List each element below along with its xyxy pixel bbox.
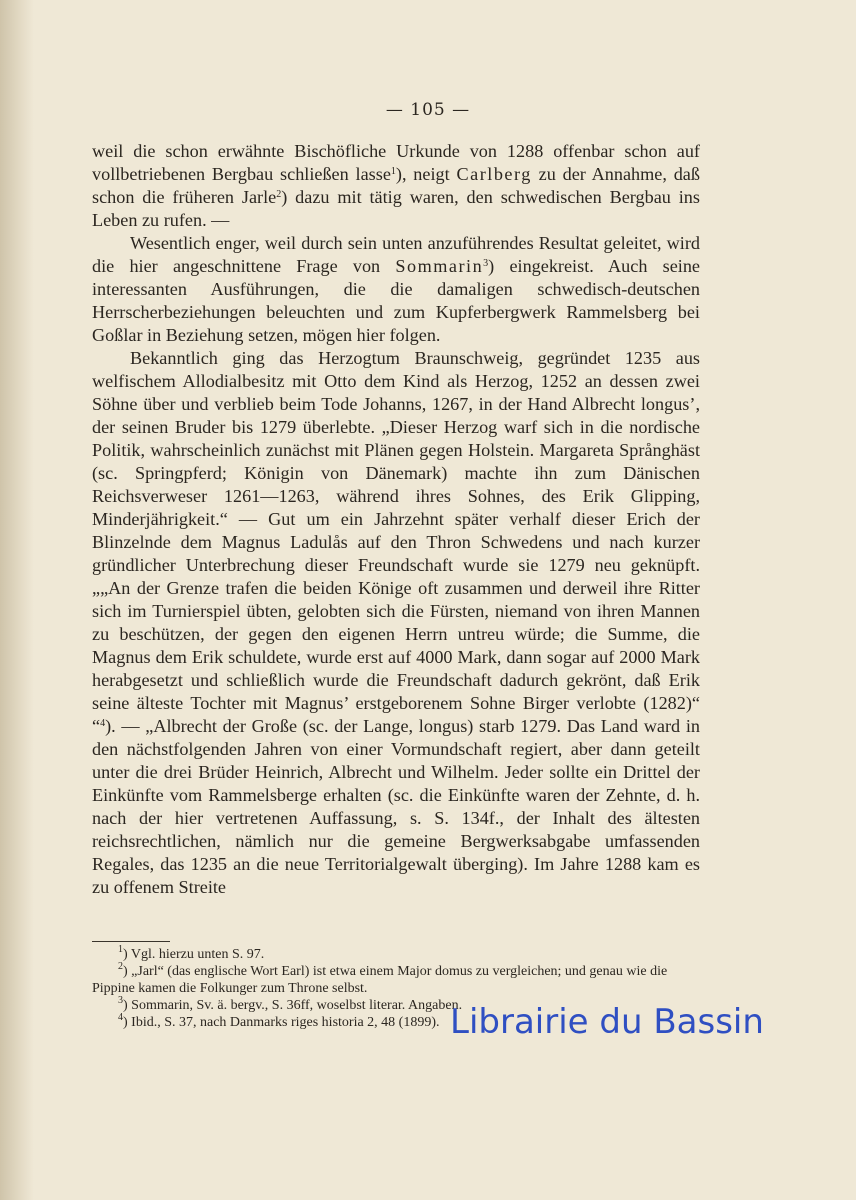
footnote-separator: [92, 941, 170, 942]
footnote-mark: 3: [118, 995, 123, 1006]
spaced-name: Sommarin: [395, 256, 484, 276]
paragraph-1: [92, 140, 700, 232]
footnote-mark: 4: [118, 1012, 123, 1023]
footnote-ref: 3: [483, 258, 489, 269]
footnote-text: ) Vgl. hierzu unten S. 97.: [123, 947, 265, 962]
page-gutter-shadow: [0, 0, 34, 1200]
body-text: [92, 140, 700, 899]
paragraph-2: [92, 232, 700, 347]
footnote-text: ) „Jarl“ (das englische Wort Earl) ist etwa einem Major domus zu vergleichen; und genau wie die Pippine kamen die Folkunger zum Throne selbst.: [92, 964, 668, 996]
text-run: ) eingekreist. Auch seine interessanten Ausführungen, die die damaligen schwedisch-deutschen Herrscherbeziehungen beleuchten und zum Kupferbergwerk Rammelsberg bei Goßlar in Beziehung setzen, mögen hier folgen.: [92, 256, 701, 345]
footnote-ref: 2: [276, 189, 282, 200]
footnote-ref: 4: [100, 718, 106, 729]
text-run: Bekanntlich ging das Herzogtum Braunschweig, gegründet 1235 aus welfischem Allodialbesitz mit Otto dem Kind als Herzog, 1252 an dessen zwei Söhne über und verblieb beim Tode Johanns, 1267, in der Hand Albrecht longus’, der seinen Bruder bis 1279 überlebte. „Dieser Herzog warf sich in die nordische Politik, wahrscheinlich zunächst mit Plänen gegen Holstein. Margareta Språnghäst (sc. Springpferd; Königin von Dänemark) machte ihn zum Dänischen Reichsverweser 1261—1263, während ihres Sohnes, des Erik Glipping, Minderjährigkeit.“ — Gut um ein Jahrzehnt später verhalf dieser Erich der Blinzelnde dem Magnus Ladulås auf den Thron Schwedens und nach kurzer gründlicher Unterbrechung dieser Freundschaft wurde sie 1279 neu geknüpft. „„An der Grenze trafen die beiden Könige oft zusammen und derweil ihre Ritter sich im Turnierspiel übten, gelobten sich die Fürsten, niemand von ihren Mannen zu beschützen, der gegen den eigenen Herrn untreu würde; die Summe, die Magnus dem Erik schuldete, wurde erst auf 4000 Mark, dann sogar auf 2000 Mark herabgesetzt und schließlich wurde die Freundschaft dadurch gekrönt, daß Erik seine älteste Tochter mit Magnus’ erstgeborenem Sohne Birger verlobte (1282)“ “: [92, 348, 700, 736]
footnote-text: ) Ibid., S. 37, nach Danmarks riges historia 2, 48 (1899).: [123, 1015, 440, 1030]
spaced-name: Carlberg: [456, 164, 532, 184]
text-run: Wesentlich enger, weil durch sein unten anzuführendes Resultat geleitet, wird die hier angeschnittene Frage von: [92, 233, 700, 276]
footnote-ref: 1: [390, 166, 396, 177]
footnote-text: ) Sommarin, Sv. ä. bergv., S. 36ff, woselbst literar. Angaben.: [123, 998, 463, 1013]
footnote-1: [92, 946, 700, 963]
footnote-mark: 1: [118, 944, 123, 955]
text-run: ), neigt: [395, 164, 457, 184]
footnote-2: [92, 963, 700, 997]
text-run: zu der Annahme, daß schon die früheren Jarle: [92, 164, 700, 207]
text-run: weil die schon erwähnte Bischöfliche Urkunde von 1288 offenbar schon auf vollbetriebenen Bergbau schließen lasse: [92, 141, 700, 184]
text-run: ). — „Albrecht der Große (sc. der Lange, longus) starb 1279. Das Land ward in den nächstfolgenden Jahren von einer Vormundschaft regiert, aber dann geteilt unter die drei Brüder Heinrich, Albrecht und Wilhelm. Jeder sollte ein Drittel der Einkünfte vom Rammelsberge erhalten (sc. die Einkünfte waren der Zehnte, d. h. nach der hier vertretenen Auffassung, s. S. 134f., der Inhalt des ältesten reichsrechtlichen, nämlich nur die gemeine Bergwerksabgabe umfassenden Regales, das 1235 an die neue Territorialgewalt überging). Im Jahre 1288 kam es zu offenem Streite: [92, 716, 700, 897]
page-number: — 105 —: [385, 100, 471, 120]
watermark-librairie: Librairie du Bassin: [450, 1002, 764, 1042]
text-run: ) dazu mit tätig waren, den schwedischen Bergbau ins Leben zu rufen. —: [92, 187, 700, 230]
paragraph-3: [92, 347, 700, 899]
footnote-mark: 2: [118, 961, 123, 972]
